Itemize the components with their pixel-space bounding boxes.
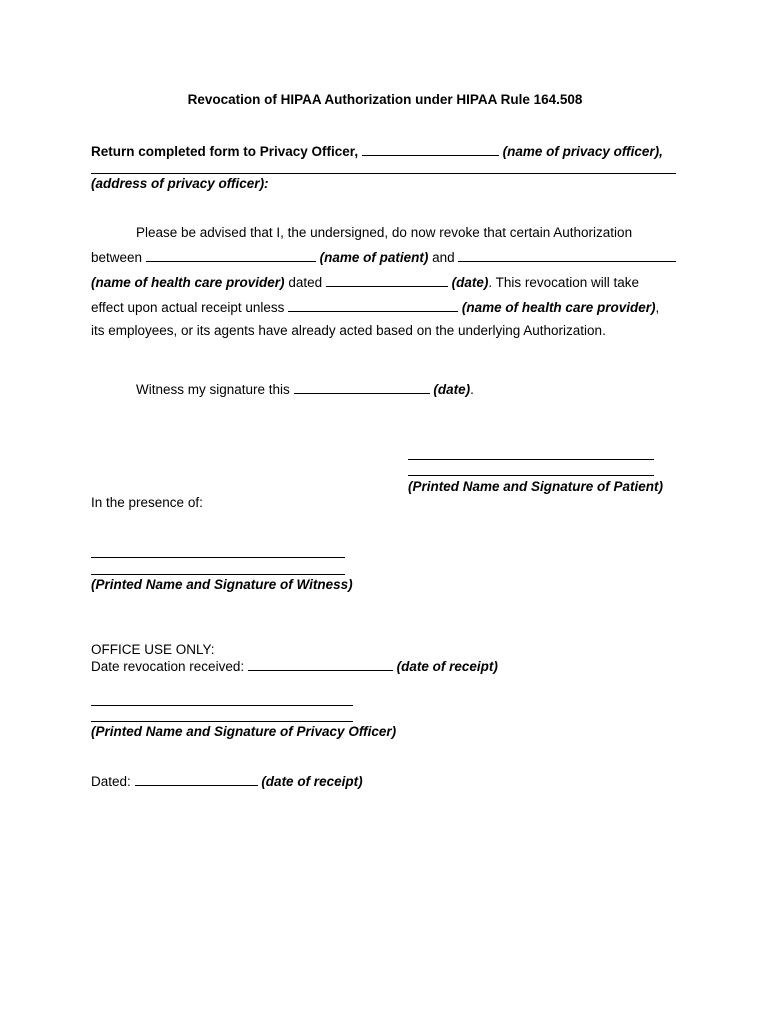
witness-signature-label: (Printed Name and Signature of Witness) bbox=[91, 577, 353, 592]
privacy-officer-name-label: (name of privacy officer), bbox=[502, 144, 663, 159]
patient-name-blank[interactable] bbox=[146, 249, 316, 262]
dated-blank[interactable] bbox=[135, 773, 258, 786]
provider-name-blank[interactable] bbox=[458, 249, 676, 262]
provider-unless-blank[interactable] bbox=[288, 299, 458, 312]
return-line bbox=[91, 143, 663, 160]
presence-label: In the presence of: bbox=[91, 495, 203, 510]
period-text: . bbox=[470, 382, 474, 397]
revocation-effect-text: . This revocation will take bbox=[488, 275, 639, 290]
patient-signature-label: (Printed Name and Signature of Patient) bbox=[408, 479, 664, 494]
paragraph-line-5: its employees, or its agents have already acted based on the underlying Authorization. bbox=[91, 323, 606, 338]
officer-signature-label: (Printed Name and Signature of Privacy Officer) bbox=[91, 724, 397, 739]
effect-text: effect upon actual receipt unless bbox=[91, 300, 285, 315]
privacy-officer-name-blank[interactable] bbox=[362, 143, 499, 156]
dated-text: dated bbox=[288, 275, 323, 290]
patient-name-label: (name of patient) bbox=[319, 250, 429, 265]
authorization-date-label: (date) bbox=[451, 275, 489, 290]
witness-date-label: (date) bbox=[433, 382, 471, 397]
return-prefix: Return completed form to Privacy Officer, bbox=[91, 144, 359, 159]
officer-signature-blank[interactable] bbox=[91, 721, 353, 722]
witness-signature-blank[interactable] bbox=[91, 574, 345, 575]
address-blank[interactable] bbox=[91, 173, 676, 174]
and-text: and bbox=[432, 250, 455, 265]
between-text: between bbox=[91, 250, 143, 265]
provider-unless-label: (name of health care provider) bbox=[461, 300, 656, 315]
paragraph-line-1: Please be advised that I, the undersigned, do now revoke that certain Authorization bbox=[136, 225, 633, 240]
office-use-heading: OFFICE USE ONLY: bbox=[91, 642, 215, 657]
provider-name-label: (name of health care provider) bbox=[91, 275, 285, 290]
paragraph-line-2 bbox=[91, 249, 676, 266]
paragraph-line-4 bbox=[91, 299, 659, 316]
date-received-label: (date of receipt) bbox=[396, 659, 498, 674]
witness-printed-name-blank[interactable] bbox=[91, 557, 345, 558]
dated-line bbox=[91, 773, 363, 790]
witness-text: Witness my signature this bbox=[136, 382, 290, 397]
comma-text: , bbox=[655, 300, 660, 315]
authorization-date-blank[interactable] bbox=[326, 274, 448, 287]
form-title: Revocation of HIPAA Authorization under HIPAA Rule 164.508 bbox=[187, 92, 583, 107]
witness-date-blank[interactable] bbox=[294, 381, 430, 394]
dated-receipt-label: (date of receipt) bbox=[261, 774, 363, 789]
patient-printed-name-blank[interactable] bbox=[408, 459, 654, 460]
officer-printed-name-blank[interactable] bbox=[91, 705, 353, 706]
dated-label-text: Dated: bbox=[91, 774, 131, 789]
patient-signature-blank[interactable] bbox=[408, 475, 654, 476]
address-label: (address of privacy officer): bbox=[91, 176, 269, 191]
date-received-blank[interactable] bbox=[248, 658, 393, 671]
witness-line bbox=[136, 381, 474, 398]
date-received-text: Date revocation received: bbox=[91, 659, 245, 674]
date-received-line bbox=[91, 658, 498, 675]
paragraph-line-3 bbox=[91, 274, 639, 291]
